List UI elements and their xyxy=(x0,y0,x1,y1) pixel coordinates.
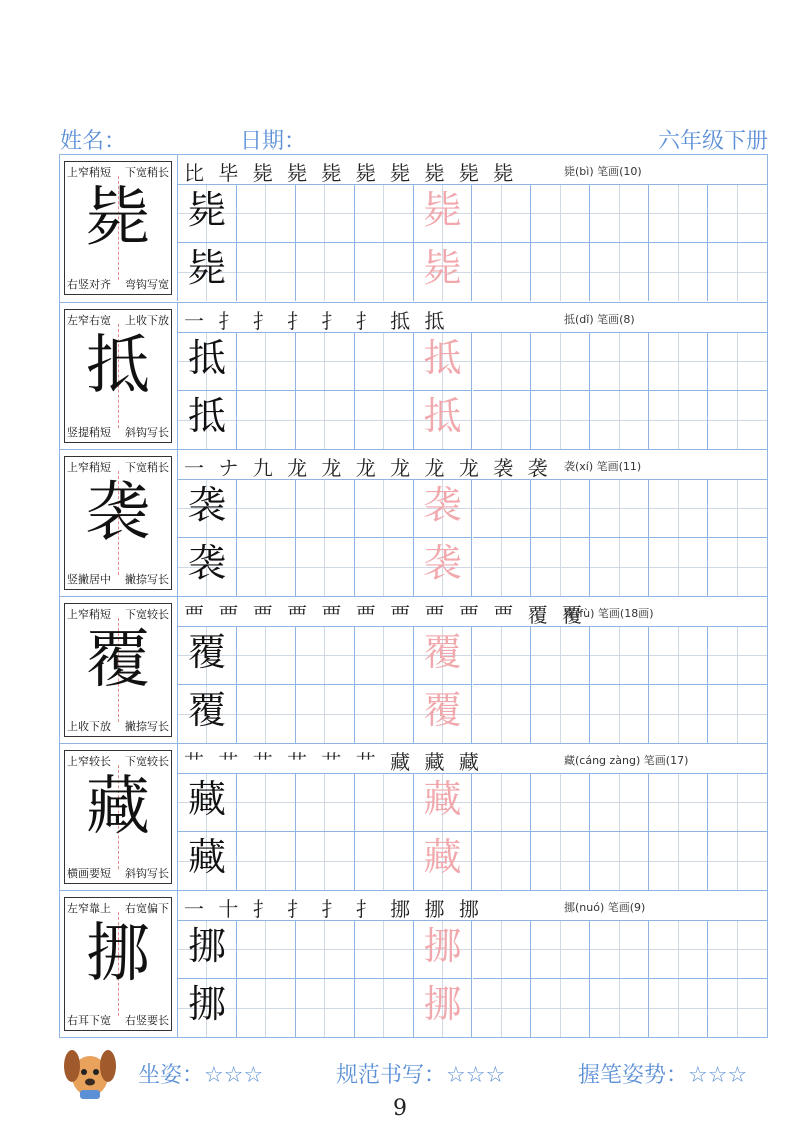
stroke-info: 毙(bì) 笔画(10) xyxy=(564,165,642,178)
sample-character: 抵 xyxy=(187,336,226,380)
writing-grid xyxy=(178,333,767,449)
writing-cell[interactable] xyxy=(296,921,355,979)
tip-bottom-left: 竖撇居中 xyxy=(67,573,111,586)
trace-character: 覆 xyxy=(423,688,462,732)
writing-cell[interactable] xyxy=(178,832,237,890)
writing-cell[interactable] xyxy=(237,333,296,391)
trace-character: 毙 xyxy=(423,246,462,290)
writing-cell[interactable] xyxy=(414,627,473,685)
writing-cell[interactable] xyxy=(708,538,767,596)
writing-cell[interactable] xyxy=(473,243,532,301)
writing-cell[interactable] xyxy=(590,185,649,243)
writing-cell[interactable] xyxy=(473,685,532,743)
character-block xyxy=(60,302,767,449)
tip-top-right: 上收下放 xyxy=(125,314,169,327)
model-character: 覆 xyxy=(86,623,150,697)
writing-cell[interactable] xyxy=(649,333,708,391)
writing-cell[interactable] xyxy=(708,627,767,685)
writing-cell[interactable] xyxy=(296,243,355,301)
stroke-sequence: 一 十 扌 扌 扌 扌 挪 挪 挪 xyxy=(184,897,483,921)
writing-cell[interactable] xyxy=(237,538,296,596)
writing-cell[interactable] xyxy=(531,774,590,832)
writing-cell[interactable] xyxy=(590,979,649,1037)
model-character: 挪 xyxy=(86,917,150,991)
writing-cell[interactable] xyxy=(178,921,237,979)
writing-cell[interactable] xyxy=(414,979,473,1037)
tip-top-left: 上窄较长 xyxy=(67,755,111,768)
writing-cell[interactable] xyxy=(531,333,590,391)
writing-cell[interactable] xyxy=(473,333,532,391)
writing-cell[interactable] xyxy=(355,185,414,243)
character-block xyxy=(60,743,767,890)
writing-cell[interactable] xyxy=(296,538,355,596)
writing-cell[interactable] xyxy=(473,979,532,1037)
writing-cell[interactable] xyxy=(355,538,414,596)
tip-top-left: 左窄右宽 xyxy=(67,314,111,327)
writing-cell[interactable] xyxy=(590,832,649,890)
writing-cell[interactable] xyxy=(649,979,708,1037)
tip-top-right: 下宽稍长 xyxy=(125,166,169,179)
writing-cell[interactable] xyxy=(178,774,237,832)
writing-cell[interactable] xyxy=(237,480,296,538)
writing-cell[interactable] xyxy=(237,243,296,301)
tip-bottom-right: 斜钩写长 xyxy=(125,867,169,880)
stroke-info: 覆(fù) 笔画(18画) xyxy=(564,607,654,620)
writing-cell[interactable] xyxy=(178,185,237,243)
model-character: 藏 xyxy=(86,770,150,844)
trace-character: 藏 xyxy=(423,777,462,821)
tip-box xyxy=(64,603,172,737)
writing-cell[interactable] xyxy=(590,627,649,685)
writing-cell[interactable] xyxy=(708,243,767,301)
tip-box xyxy=(64,456,172,590)
writing-cell[interactable] xyxy=(590,333,649,391)
stroke-sequence: 艹 艹 艹 艹 艹 艹 藏 藏 藏 xyxy=(184,750,483,774)
writing-cell[interactable] xyxy=(649,832,708,890)
tip-bottom-right: 斜钩写长 xyxy=(125,426,169,439)
writing-rating: 规范书写：☆☆☆ xyxy=(336,1063,506,1088)
writing-cell[interactable] xyxy=(531,538,590,596)
character-tip-panel xyxy=(60,303,178,449)
writing-cell[interactable] xyxy=(473,832,532,890)
model-character: 抵 xyxy=(86,329,150,403)
writing-cell[interactable] xyxy=(296,480,355,538)
writing-cell[interactable] xyxy=(296,185,355,243)
tip-bottom-left: 横画要短 xyxy=(67,867,111,880)
trace-character: 袭 xyxy=(423,483,462,527)
trace-character: 藏 xyxy=(423,835,462,879)
writing-cell[interactable] xyxy=(473,391,532,449)
character-block xyxy=(60,890,767,1037)
writing-cell[interactable] xyxy=(708,185,767,243)
stroke-info: 袭(xí) 笔画(11) xyxy=(564,460,642,473)
stroke-info: 抵(dǐ) 笔画(8) xyxy=(564,313,635,326)
tip-box xyxy=(64,897,172,1031)
writing-cell[interactable] xyxy=(355,627,414,685)
tip-top-left: 上窄稍短 xyxy=(67,166,111,179)
writing-grid xyxy=(178,627,767,743)
tip-top-left: 上窄稍短 xyxy=(67,461,111,474)
stroke-order-row xyxy=(178,744,767,774)
sample-character: 毙 xyxy=(187,246,226,290)
writing-cell[interactable] xyxy=(708,480,767,538)
character-tip-panel xyxy=(60,597,178,743)
writing-cell[interactable] xyxy=(355,333,414,391)
writing-cell[interactable] xyxy=(296,333,355,391)
writing-cell[interactable] xyxy=(649,480,708,538)
tip-bottom-left: 竖提稍短 xyxy=(67,426,111,439)
writing-cell[interactable] xyxy=(708,391,767,449)
writing-cell[interactable] xyxy=(708,921,767,979)
sample-character: 毙 xyxy=(187,188,226,232)
writing-cell[interactable] xyxy=(590,685,649,743)
puppy-mascot-icon xyxy=(58,1036,122,1102)
stroke-order-row xyxy=(178,155,767,185)
writing-cell[interactable] xyxy=(296,979,355,1037)
tip-bottom-left: 右竖对齐 xyxy=(67,278,111,291)
sample-character: 袭 xyxy=(187,541,226,585)
character-block xyxy=(60,449,767,596)
writing-cell[interactable] xyxy=(355,979,414,1037)
tip-box xyxy=(64,309,172,443)
writing-cell[interactable] xyxy=(237,185,296,243)
writing-cell[interactable] xyxy=(355,685,414,743)
writing-cell[interactable] xyxy=(414,185,473,243)
writing-cell[interactable] xyxy=(708,685,767,743)
sample-character: 覆 xyxy=(187,630,226,674)
writing-cell[interactable] xyxy=(649,391,708,449)
writing-cell[interactable] xyxy=(296,685,355,743)
trace-character: 袭 xyxy=(423,541,462,585)
stroke-order-row xyxy=(178,303,767,333)
writing-cell[interactable] xyxy=(355,832,414,890)
model-character: 袭 xyxy=(86,476,150,550)
writing-cell[interactable] xyxy=(708,333,767,391)
trace-character: 挪 xyxy=(423,982,462,1026)
writing-cell[interactable] xyxy=(414,333,473,391)
sample-character: 藏 xyxy=(187,777,226,821)
writing-cell[interactable] xyxy=(237,832,296,890)
writing-grid xyxy=(178,480,767,596)
model-character: 毙 xyxy=(86,181,150,255)
grade-label: 六年级下册 xyxy=(657,129,768,154)
writing-cell[interactable] xyxy=(531,921,590,979)
writing-cell[interactable] xyxy=(590,480,649,538)
writing-cell[interactable] xyxy=(531,685,590,743)
writing-cell[interactable] xyxy=(473,538,532,596)
trace-character: 抵 xyxy=(423,336,462,380)
writing-cell[interactable] xyxy=(649,538,708,596)
tip-top-left: 上窄稍短 xyxy=(67,608,111,621)
writing-cell[interactable] xyxy=(473,627,532,685)
writing-cell[interactable] xyxy=(178,685,237,743)
stroke-sequence: 比 毕 毙 毙 毙 毙 毙 毙 毙 毙 xyxy=(184,161,518,185)
writing-cell[interactable] xyxy=(237,685,296,743)
tip-box xyxy=(64,750,172,884)
writing-cell[interactable] xyxy=(414,243,473,301)
writing-cell[interactable] xyxy=(473,480,532,538)
tip-top-right: 下宽较长 xyxy=(125,608,169,621)
page-number: 9 xyxy=(393,1096,407,1121)
writing-cell[interactable] xyxy=(708,774,767,832)
writing-cell[interactable] xyxy=(473,921,532,979)
writing-cell[interactable] xyxy=(531,243,590,301)
writing-cell[interactable] xyxy=(414,921,473,979)
tip-bottom-right: 弯钩写宽 xyxy=(125,278,169,291)
tip-top-right: 下宽较长 xyxy=(125,755,169,768)
pen-grip-rating: 握笔姿势：☆☆☆ xyxy=(578,1063,748,1088)
character-block xyxy=(60,155,767,302)
stroke-order-row xyxy=(178,597,767,627)
writing-grid xyxy=(178,185,767,301)
stroke-info: 藏(cáng zàng) 笔画(17) xyxy=(564,754,689,767)
writing-cell[interactable] xyxy=(355,480,414,538)
writing-cell[interactable] xyxy=(649,185,708,243)
writing-cell[interactable] xyxy=(708,979,767,1037)
sample-character: 袭 xyxy=(187,483,226,527)
writing-cell[interactable] xyxy=(649,921,708,979)
writing-cell[interactable] xyxy=(355,921,414,979)
stroke-sequence: 一 ナ 九 龙 龙 龙 龙 龙 龙 袭 袭 xyxy=(184,456,552,480)
tip-bottom-left: 上收下放 xyxy=(67,720,111,733)
writing-cell[interactable] xyxy=(649,627,708,685)
writing-grid xyxy=(178,921,767,1037)
writing-cell[interactable] xyxy=(590,774,649,832)
writing-cell[interactable] xyxy=(473,185,532,243)
writing-cell[interactable] xyxy=(590,921,649,979)
writing-cell[interactable] xyxy=(473,774,532,832)
writing-cell[interactable] xyxy=(531,832,590,890)
tip-bottom-left: 右耳下宽 xyxy=(67,1014,111,1027)
trace-character: 覆 xyxy=(423,630,462,674)
writing-cell[interactable] xyxy=(414,685,473,743)
tip-bottom-right: 右竖要长 xyxy=(125,1014,169,1027)
tip-box xyxy=(64,161,172,295)
tip-top-right: 下宽稍长 xyxy=(125,461,169,474)
stroke-sequence: 覀 覀 覀 覀 覀 覀 覀 覀 覀 覀 覆 覆 xyxy=(184,603,586,627)
writing-cell[interactable] xyxy=(178,979,237,1037)
tip-bottom-right: 撇捺写长 xyxy=(125,573,169,586)
writing-cell[interactable] xyxy=(531,480,590,538)
writing-cell[interactable] xyxy=(178,243,237,301)
sample-character: 抵 xyxy=(187,394,226,438)
writing-cell[interactable] xyxy=(237,921,296,979)
writing-cell[interactable] xyxy=(296,832,355,890)
writing-cell[interactable] xyxy=(178,627,237,685)
writing-cell[interactable] xyxy=(237,979,296,1037)
writing-cell[interactable] xyxy=(531,979,590,1037)
writing-cell[interactable] xyxy=(237,627,296,685)
writing-cell[interactable] xyxy=(414,538,473,596)
sitting-posture-rating: 坐姿：☆☆☆ xyxy=(138,1063,264,1088)
trace-character: 毙 xyxy=(423,188,462,232)
writing-cell[interactable] xyxy=(296,627,355,685)
writing-cell[interactable] xyxy=(355,243,414,301)
writing-cell[interactable] xyxy=(237,774,296,832)
sample-character: 挪 xyxy=(187,924,226,968)
writing-cell[interactable] xyxy=(355,774,414,832)
writing-cell[interactable] xyxy=(414,480,473,538)
tip-bottom-right: 撇捺写长 xyxy=(125,720,169,733)
tip-top-left: 左窄靠上 xyxy=(67,902,111,915)
writing-cell[interactable] xyxy=(649,685,708,743)
writing-cell[interactable] xyxy=(296,391,355,449)
writing-cell[interactable] xyxy=(414,774,473,832)
writing-cell[interactable] xyxy=(649,243,708,301)
sample-character: 藏 xyxy=(187,835,226,879)
stroke-order-row xyxy=(178,891,767,921)
writing-cell[interactable] xyxy=(178,333,237,391)
character-tip-panel xyxy=(60,891,178,1037)
writing-cell[interactable] xyxy=(531,185,590,243)
writing-cell[interactable] xyxy=(590,243,649,301)
writing-cell[interactable] xyxy=(237,391,296,449)
writing-cell[interactable] xyxy=(178,391,237,449)
name-label: 姓名： xyxy=(60,129,127,154)
character-tip-panel xyxy=(60,744,178,890)
writing-cell[interactable] xyxy=(414,391,473,449)
stroke-sequence: 一 扌 扌 扌 扌 扌 抵 抵 xyxy=(184,309,449,333)
writing-cell[interactable] xyxy=(414,832,473,890)
trace-character: 抵 xyxy=(423,394,462,438)
sample-character: 覆 xyxy=(187,688,226,732)
writing-cell[interactable] xyxy=(590,538,649,596)
sample-character: 挪 xyxy=(187,982,226,1026)
writing-cell[interactable] xyxy=(531,391,590,449)
trace-character: 挪 xyxy=(423,924,462,968)
writing-cell[interactable] xyxy=(531,627,590,685)
writing-cell[interactable] xyxy=(649,774,708,832)
character-tip-panel xyxy=(60,155,178,301)
writing-cell[interactable] xyxy=(708,832,767,890)
writing-cell[interactable] xyxy=(178,480,237,538)
tip-top-right: 右宽偏下 xyxy=(125,902,169,915)
writing-cell[interactable] xyxy=(355,391,414,449)
character-block xyxy=(60,596,767,743)
character-tip-panel xyxy=(60,450,178,596)
practice-sheet xyxy=(59,154,768,1038)
stroke-order-row xyxy=(178,450,767,480)
writing-cell[interactable] xyxy=(296,774,355,832)
writing-cell[interactable] xyxy=(590,391,649,449)
stroke-info: 挪(nuó) 笔画(9) xyxy=(564,901,646,914)
writing-cell[interactable] xyxy=(178,538,237,596)
date-label: 日期： xyxy=(240,129,307,154)
writing-grid xyxy=(178,774,767,890)
